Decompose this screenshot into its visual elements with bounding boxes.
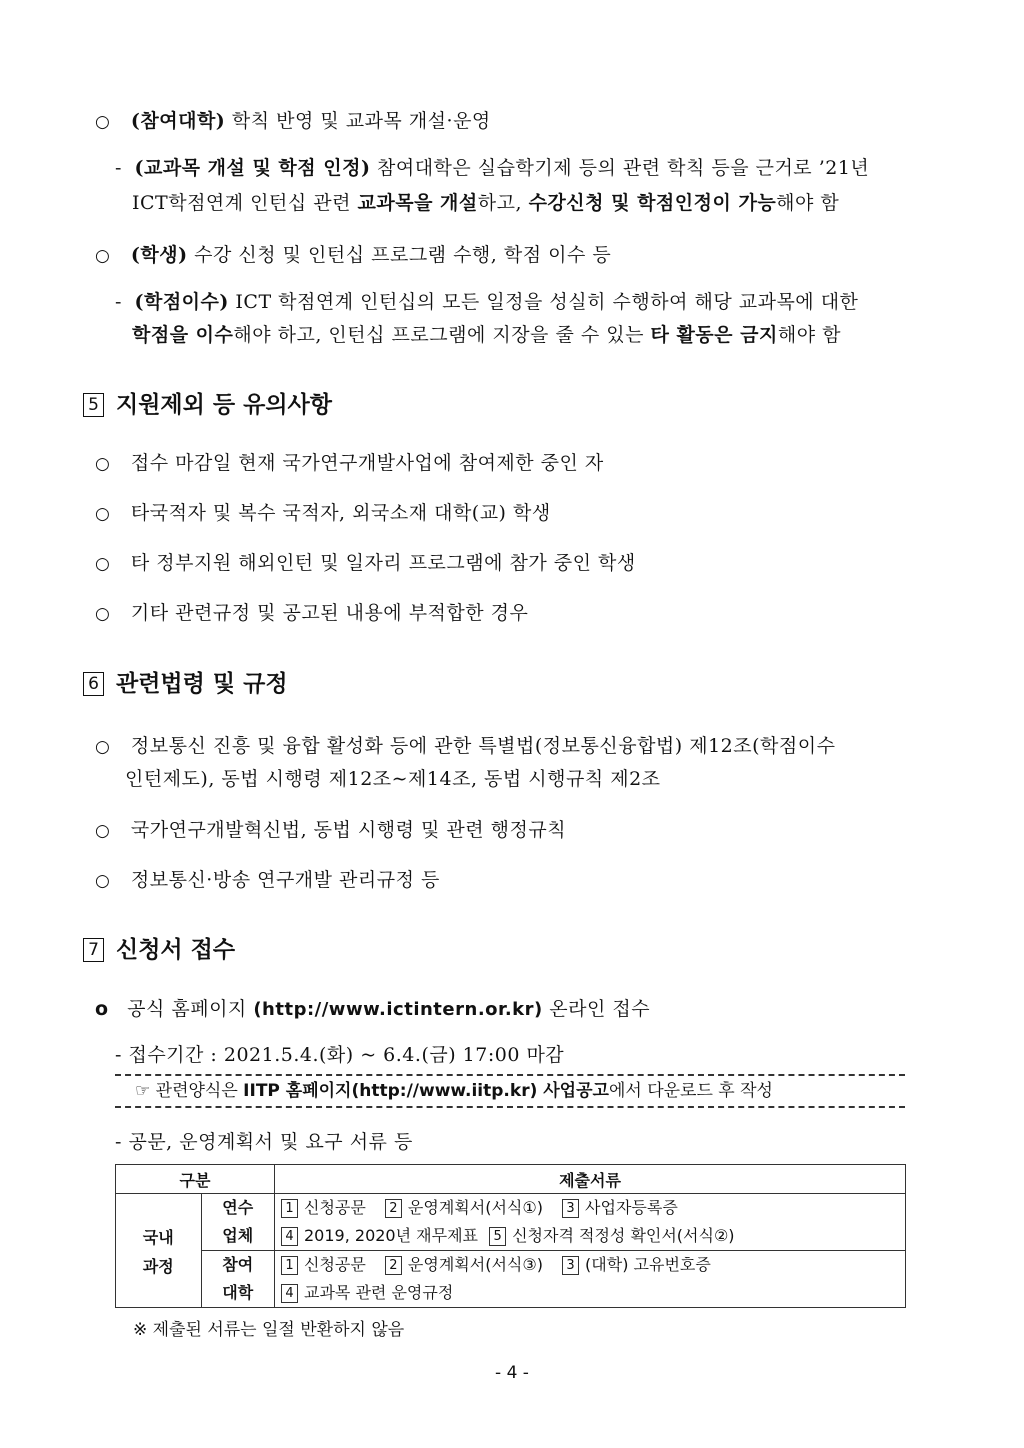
category-cell bbox=[116, 1194, 202, 1308]
doc-line bbox=[281, 1194, 899, 1222]
doc-item: 신청공문 bbox=[304, 1198, 366, 1217]
doc-number-box: 2 bbox=[385, 1199, 402, 1218]
doc-item: 운영계획서(서식①) bbox=[407, 1198, 543, 1217]
bullet-circle: ○ bbox=[95, 871, 111, 891]
doc-number-box: 1 bbox=[281, 1199, 298, 1218]
text-seg: 해야 함 bbox=[777, 324, 841, 346]
header-documents: 제출서류 bbox=[275, 1165, 906, 1194]
application-period: - 접수기간 : 2021.5.4.(화) ~ 6.4.(금) 17:00 마감 bbox=[115, 1044, 565, 1066]
subcategory-line: 대학 bbox=[222, 1283, 254, 1302]
item-text: 정보통신 진흥 및 융합 활성화 등에 관한 특별법(정보통신융합법) 제12조(학점이수 bbox=[130, 735, 836, 757]
bullet-circle: ○ bbox=[95, 454, 111, 474]
text-seg: 해야 하고, 인턴십 프로그램에 지장을 줄 수 있는 bbox=[233, 324, 651, 346]
subcategory-line: 참여 bbox=[222, 1255, 254, 1274]
law-item bbox=[95, 731, 835, 758]
bullet-circle: ○ bbox=[95, 246, 111, 266]
note-text: 에서 다운로드 후 작성 bbox=[608, 1081, 773, 1101]
doc-number-box: 1 bbox=[281, 1256, 298, 1275]
exclusion-item bbox=[95, 598, 528, 625]
documents-cell bbox=[275, 1251, 906, 1308]
item-text: 온라인 접수 bbox=[542, 998, 651, 1020]
section-title: 관련법령 및 규정 bbox=[116, 671, 288, 697]
doc-line bbox=[281, 1222, 899, 1250]
participating-univ-item bbox=[95, 106, 491, 133]
doc-item: 교과목 관련 운영규정 bbox=[304, 1283, 454, 1302]
subcategory-line: 업체 bbox=[222, 1226, 254, 1245]
doc-number-box: 3 bbox=[562, 1199, 579, 1218]
item-text: 수강 신청 및 인턴십 프로그램 수행, 학점 이수 등 bbox=[187, 244, 612, 266]
online-application-item bbox=[95, 994, 650, 1021]
table-row bbox=[116, 1251, 906, 1308]
section-number-box: 5 bbox=[83, 393, 104, 417]
bullet-circle: ○ bbox=[95, 604, 111, 624]
item-bold-label: (학생) bbox=[130, 244, 188, 266]
exclusion-item bbox=[95, 498, 551, 525]
section-title: 지원제외 등 유의사항 bbox=[116, 392, 332, 418]
table-row bbox=[116, 1194, 906, 1251]
header-category: 구분 bbox=[116, 1165, 275, 1194]
subcategory-cell bbox=[201, 1194, 274, 1251]
item-text: 국가연구개발혁신법, 동법 시행령 및 관련 행정규칙 bbox=[130, 819, 567, 841]
item-text: 학칙 반영 및 교과목 개설·운영 bbox=[225, 110, 491, 132]
bold-seg: 학점을 이수 bbox=[132, 324, 234, 346]
page-number: - 4 - bbox=[495, 1363, 529, 1383]
item-text: 기타 관련규정 및 공고된 내용에 부적합한 경우 bbox=[130, 602, 529, 624]
bullet-circle: ○ bbox=[95, 112, 111, 132]
bullet-circle: ○ bbox=[95, 821, 111, 841]
bold-seg: 타 활동은 금지 bbox=[650, 324, 778, 346]
item-text: 공식 홈페이지 bbox=[127, 998, 254, 1020]
course-credit-sub-item bbox=[115, 153, 869, 180]
dash: - bbox=[115, 157, 122, 179]
law-item bbox=[95, 815, 566, 842]
section-number-box: 7 bbox=[83, 938, 104, 962]
bullet-o: o bbox=[95, 998, 109, 1020]
doc-line bbox=[281, 1279, 899, 1307]
law-item bbox=[95, 865, 440, 892]
section-7-heading bbox=[83, 931, 235, 964]
doc-item: 운영계획서(서식③) bbox=[407, 1255, 543, 1274]
student-item bbox=[95, 240, 611, 267]
text-seg: ICT학점연계 인턴십 관련 bbox=[132, 192, 358, 214]
credit-completion-sub-item bbox=[115, 287, 858, 314]
doc-number-box: 4 bbox=[281, 1227, 298, 1246]
section-6-heading bbox=[83, 665, 288, 698]
doc-item: (대학) 고유번호증 bbox=[585, 1255, 711, 1274]
doc-item: 신청자격 적정성 확인서(서식②) bbox=[512, 1226, 735, 1245]
iitp-link[interactable]: IITP 홈페이지(http://www.iitp.kr) 사업공고 bbox=[243, 1081, 609, 1101]
bold-seg: 교과목을 개설 bbox=[357, 192, 478, 214]
doc-item: 2019, 2020년 재무제표 bbox=[304, 1226, 478, 1245]
credit-completion-sub-item-line2 bbox=[132, 320, 841, 347]
item-text: 접수 마감일 현재 국가연구개발사업에 참여제한 중인 자 bbox=[130, 452, 604, 474]
doc-item: 사업자등록증 bbox=[585, 1198, 678, 1217]
subcategory-cell bbox=[201, 1251, 274, 1308]
bullet-circle: ○ bbox=[95, 737, 111, 757]
doc-line bbox=[281, 1251, 899, 1279]
doc-number-box: 5 bbox=[489, 1227, 506, 1246]
exclusion-item bbox=[95, 448, 604, 475]
sub-bold-label: (학점이수) bbox=[134, 291, 229, 313]
bullet-circle: ○ bbox=[95, 504, 111, 524]
item-text: 정보통신·방송 연구개발 관리규정 등 bbox=[130, 869, 440, 891]
course-credit-sub-item-line2 bbox=[132, 188, 839, 215]
documents-intro: - 공문, 운영계획서 및 요구 서류 등 bbox=[115, 1131, 413, 1153]
text-seg: 하고, bbox=[477, 192, 529, 214]
submission-documents-table bbox=[115, 1164, 906, 1308]
section-number-box: 6 bbox=[83, 672, 104, 696]
exclusion-item bbox=[95, 548, 636, 575]
homepage-link[interactable]: (http://www.ictintern.or.kr) bbox=[253, 999, 543, 1020]
doc-number-box: 3 bbox=[562, 1256, 579, 1275]
documents-cell bbox=[275, 1194, 906, 1251]
law-item-line2: 인턴제도), 동법 시행령 제12조∼제14조, 동법 시행규칙 제2조 bbox=[125, 768, 661, 790]
text-seg: 해야 함 bbox=[776, 192, 840, 214]
table-header-row bbox=[116, 1165, 906, 1194]
item-text: 타국적자 및 복수 국적자, 외국소재 대학(교) 학생 bbox=[130, 502, 551, 524]
note-text: ☞ 관련양식은 bbox=[135, 1081, 244, 1101]
form-download-note bbox=[115, 1074, 905, 1108]
category-line: 과정 bbox=[142, 1256, 174, 1276]
doc-number-box: 4 bbox=[281, 1284, 298, 1303]
bold-seg: 수강신청 및 학점인정이 가능 bbox=[528, 192, 777, 214]
doc-number-box: 2 bbox=[385, 1256, 402, 1275]
section-5-heading bbox=[83, 386, 332, 419]
doc-item: 신청공문 bbox=[304, 1255, 366, 1274]
item-bold-label: (참여대학) bbox=[130, 110, 226, 132]
subcategory-line: 연수 bbox=[222, 1198, 254, 1217]
category-line: 국내 bbox=[142, 1227, 174, 1247]
bullet-circle: ○ bbox=[95, 554, 111, 574]
item-text: 타 정부지원 해외인턴 및 일자리 프로그램에 참가 중인 학생 bbox=[130, 552, 636, 574]
sub-text: ICT 학점연계 인턴십의 모든 일정을 성실히 수행하여 해당 교과목에 대한 bbox=[228, 291, 859, 313]
footnote: ※ 제출된 서류는 일절 반환하지 않음 bbox=[133, 1320, 405, 1340]
dash: - bbox=[115, 291, 122, 313]
section-title: 신청서 접수 bbox=[116, 937, 236, 963]
sub-text: 참여대학은 실습학기제 등의 관련 학칙 등을 근거로 ’21년 bbox=[370, 157, 870, 179]
sub-bold-label: (교과목 개설 및 학점 인정) bbox=[134, 157, 371, 179]
